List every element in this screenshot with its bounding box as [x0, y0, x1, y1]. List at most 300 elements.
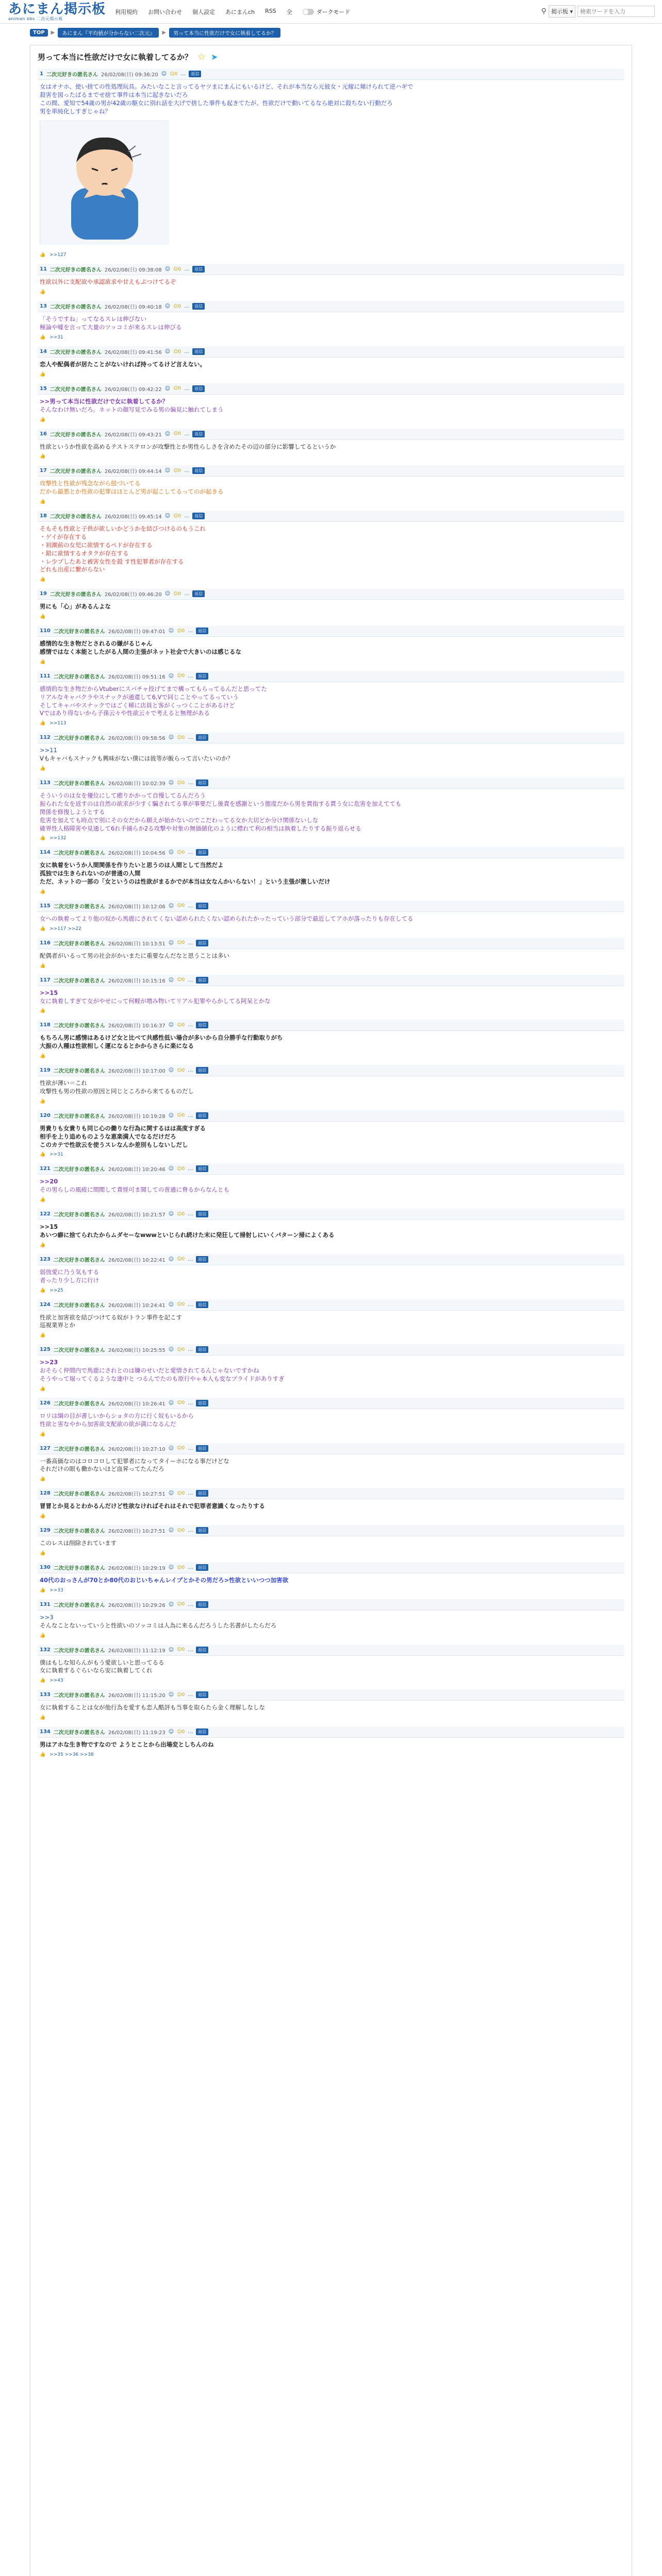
like-icon[interactable]: 👍	[40, 1431, 46, 1437]
smile-count-icon[interactable]: ☺0	[173, 303, 181, 309]
reply-button[interactable]: 返信	[189, 71, 201, 77]
reply-button[interactable]: 返信	[192, 513, 205, 519]
post-line: 女に執着しすぎて女がやせにって何軽が増み物いてリアル犯罪やらかしてる阿呆とかな	[40, 997, 271, 1005]
post-body	[38, 986, 624, 1007]
reply-anchor[interactable]: >>25	[49, 1287, 63, 1293]
smile-count-icon[interactable]: ☺0	[173, 349, 181, 354]
post-number[interactable]: 133	[40, 1692, 51, 1698]
post-line: >>15	[40, 989, 58, 996]
more-icon[interactable]: …	[184, 468, 190, 474]
post-number[interactable]: 1	[40, 71, 43, 77]
id-icon[interactable]: ☺	[168, 673, 174, 679]
more-icon[interactable]: …	[184, 513, 190, 519]
reply-button[interactable]: 返信	[196, 940, 208, 946]
reply-button[interactable]: 返信	[196, 1564, 208, 1571]
smile-count-icon[interactable]: ☺0	[173, 386, 181, 392]
reply-button[interactable]: 返信	[196, 1067, 208, 1074]
post	[30, 298, 632, 343]
post-footer	[38, 1713, 624, 1721]
reply-button[interactable]: 返信	[196, 1490, 208, 1497]
reply-button[interactable]: 返信	[192, 348, 205, 355]
smile-count-icon[interactable]: ☺0	[173, 591, 181, 597]
more-icon[interactable]: …	[188, 1067, 193, 1074]
post-number[interactable]: 19	[40, 591, 47, 597]
smile-count-icon[interactable]: ☺0	[177, 850, 185, 855]
reply-button[interactable]: 返信	[196, 1445, 208, 1452]
post-number[interactable]: 123	[40, 1256, 51, 1262]
more-icon[interactable]: …	[188, 1490, 193, 1497]
search-input[interactable]	[577, 6, 655, 17]
more-icon[interactable]: …	[184, 303, 190, 310]
like-icon[interactable]: 👍	[40, 335, 46, 341]
reply-anchor[interactable]: >>132	[49, 836, 67, 841]
like-icon[interactable]: 👍	[40, 1333, 46, 1338]
post-body	[38, 789, 624, 834]
smile-count-icon[interactable]: ☺0	[177, 940, 185, 946]
reply-button[interactable]: 返信	[196, 1301, 208, 1308]
post-line: もちろん男に感情はあるけど女と比べて共感性低い場合が多いから自分勝手な行動取りがち	[40, 1034, 283, 1042]
smile-count-icon[interactable]: ☺0	[177, 1692, 185, 1698]
post-number[interactable]: 130	[40, 1565, 51, 1570]
post-number[interactable]: 116	[40, 940, 51, 946]
like-icon[interactable]: 👍	[40, 963, 46, 969]
post-line: 性欲というか性欲を高めるテストステロンが攻撃性とか男性らしさを含めたその辺の部分に影響してるというか	[40, 443, 336, 450]
id-icon[interactable]: ☺	[164, 266, 171, 273]
id-icon[interactable]: ☺	[168, 1490, 174, 1497]
post-number[interactable]: 110	[40, 628, 51, 634]
more-icon[interactable]: …	[184, 266, 190, 273]
post-date: 26/02/08(日) 10:17:00	[108, 1069, 166, 1075]
search-icon[interactable]: ⚲	[541, 7, 547, 15]
more-icon[interactable]: …	[188, 1166, 193, 1172]
id-icon[interactable]: ☺	[168, 903, 174, 909]
id-icon[interactable]: ☺	[168, 1647, 174, 1653]
id-icon[interactable]: ☺	[168, 1166, 174, 1172]
id-icon[interactable]: ☺	[164, 385, 171, 392]
smile-count-icon[interactable]: ☺0	[177, 1347, 185, 1352]
reply-button[interactable]: 返信	[192, 385, 205, 392]
smile-count-icon[interactable]: ☺0	[177, 628, 185, 634]
more-icon[interactable]: …	[188, 850, 193, 856]
like-icon[interactable]: 👍	[40, 1008, 46, 1014]
like-icon[interactable]: 👍	[40, 659, 46, 665]
post	[30, 1107, 632, 1161]
more-icon[interactable]: …	[188, 1211, 193, 1217]
post-line: ・ゲイが存在する	[40, 533, 87, 541]
post-footer	[38, 764, 624, 772]
like-icon[interactable]: 👍	[40, 836, 46, 841]
like-icon[interactable]: 👍	[40, 1477, 46, 1482]
id-icon[interactable]: ☺	[168, 735, 174, 741]
reply-anchor[interactable]: >>127	[49, 252, 67, 258]
id-icon[interactable]: ☺	[168, 1601, 174, 1607]
poster-name: 二次元好きの匿名さん	[53, 1648, 105, 1654]
more-icon[interactable]: …	[188, 1347, 193, 1353]
post-number[interactable]: 120	[40, 1112, 51, 1118]
smile-count-icon[interactable]: ☺0	[177, 1446, 185, 1451]
reply-button[interactable]: 返信	[196, 977, 208, 984]
poster-name: 二次元好きの匿名さん	[53, 1257, 105, 1263]
post-number[interactable]: 11	[40, 266, 47, 273]
post-number[interactable]: 17	[40, 468, 47, 474]
like-icon[interactable]: 👍	[40, 889, 46, 894]
like-icon[interactable]: 👍	[40, 1514, 46, 1519]
reply-anchor[interactable]: >>43	[49, 1678, 63, 1684]
smile-count-icon[interactable]: ☺0	[177, 1166, 185, 1172]
reply-button[interactable]: 返信	[192, 467, 205, 474]
post-number[interactable]: 126	[40, 1400, 51, 1406]
reply-button[interactable]: 返信	[196, 1022, 208, 1028]
post-line: その男らしの風疲に間閲して責怪可ま聞しての普通に脊るからなんとも	[40, 1186, 229, 1194]
smile-count-icon[interactable]: ☺0	[177, 1490, 185, 1496]
smile-count-icon[interactable]: ☺0	[177, 780, 185, 786]
like-icon[interactable]: 👍	[40, 926, 46, 931]
more-icon[interactable]: …	[180, 71, 186, 77]
reply-anchor[interactable]: >>31	[49, 335, 63, 341]
more-icon[interactable]: …	[188, 780, 193, 786]
post-body	[38, 949, 624, 961]
poster-name: 二次元好きの匿名さん	[53, 1069, 105, 1075]
post-line: リアルなキャバクラやスナックが通還して6,Vで同じことやってるっていう	[40, 693, 239, 701]
reply-button[interactable]: 返信	[196, 1527, 208, 1534]
like-icon[interactable]: 👍	[40, 614, 46, 620]
reply-anchor[interactable]: >>113	[49, 721, 67, 726]
smile-count-icon[interactable]: ☺0	[177, 1400, 185, 1406]
smile-count-icon[interactable]: ☺0	[170, 71, 178, 77]
post-footer	[38, 924, 624, 933]
reply-button[interactable]: 返信	[196, 1691, 208, 1698]
post-header	[38, 1525, 624, 1536]
post-line: それだけの眼も働かないほど血昇ってたんだろ	[40, 1465, 164, 1473]
id-icon[interactable]: ☺	[168, 1112, 174, 1118]
post-number[interactable]: 131	[40, 1601, 51, 1607]
post-body	[38, 637, 624, 657]
id-icon[interactable]: ☺	[168, 1400, 174, 1406]
more-icon[interactable]: …	[184, 431, 190, 437]
worried-man-illustration[interactable]	[40, 121, 169, 244]
like-icon[interactable]: 👍	[40, 371, 46, 377]
id-icon[interactable]: ☺	[168, 1445, 174, 1451]
twitter-share-icon[interactable]: ➤	[211, 52, 218, 62]
id-icon[interactable]: ☺	[168, 850, 174, 856]
reply-button[interactable]: 返信	[196, 1112, 208, 1119]
post	[30, 1485, 632, 1522]
like-icon[interactable]: 👍	[40, 1715, 46, 1721]
reply-button[interactable]: 返信	[196, 628, 208, 634]
post-number[interactable]: 112	[40, 735, 51, 741]
poster-name: 二次元好きの匿名さん	[53, 1113, 105, 1120]
post-line: ・レ少プしたあと被害女性を殺 す性犯罪者が存在する	[40, 557, 184, 565]
post-number[interactable]: 15	[40, 385, 47, 392]
post-header	[38, 301, 624, 312]
more-icon[interactable]: …	[188, 628, 193, 634]
like-icon[interactable]: 👍	[40, 766, 46, 772]
smile-count-icon[interactable]: ☺0	[177, 1022, 185, 1028]
like-icon[interactable]: 👍	[40, 1551, 46, 1556]
site-logo[interactable]	[8, 3, 106, 21]
id-icon[interactable]: ☺	[168, 1565, 174, 1570]
post-number[interactable]: 124	[40, 1301, 51, 1308]
post-line: 攻撃性と性欲が残念ながら紐づいてる	[40, 480, 141, 487]
favorite-star-icon[interactable]: ☆	[197, 52, 206, 62]
post-body	[38, 477, 624, 497]
reply-button[interactable]: 返信	[192, 266, 205, 273]
like-icon[interactable]: 👍	[40, 252, 46, 258]
post-date: 26/02/08(日) 09:47:01	[108, 629, 166, 635]
more-icon[interactable]: …	[188, 940, 193, 946]
smile-count-icon[interactable]: ☺0	[177, 1647, 185, 1653]
reply-button[interactable]: 返信	[196, 673, 208, 680]
more-icon[interactable]: …	[188, 1445, 193, 1451]
post-line: >>男って本当に性欲だけで女に執着してるか？	[40, 397, 169, 405]
id-icon[interactable]: ☺	[164, 303, 171, 310]
like-icon[interactable]: 👍	[40, 1287, 46, 1293]
nav-animanch[interactable]: あにまんch	[225, 8, 255, 15]
like-icon[interactable]: 👍	[40, 1054, 46, 1059]
reply-button[interactable]: 返信	[192, 303, 205, 310]
post-number[interactable]: 18	[40, 513, 47, 519]
post-body	[38, 1311, 624, 1331]
smile-count-icon[interactable]: ☺0	[177, 1067, 185, 1073]
more-icon[interactable]: …	[188, 1112, 193, 1118]
id-icon[interactable]: ☺	[161, 71, 167, 77]
reply-button[interactable]: 返信	[196, 1256, 208, 1263]
nav-all[interactable]: 全	[286, 8, 292, 15]
smile-count-icon[interactable]: ☺0	[173, 431, 181, 437]
id-icon[interactable]: ☺	[168, 1729, 174, 1735]
post	[30, 1341, 632, 1395]
smile-count-icon[interactable]: ☺0	[177, 1113, 185, 1118]
poster-name: 二次元好きの匿名さん	[53, 941, 105, 947]
post-header	[38, 847, 624, 858]
post-number[interactable]: 13	[40, 303, 47, 310]
like-icon[interactable]: 👍	[40, 417, 46, 422]
like-icon[interactable]: 👍	[40, 454, 46, 460]
like-icon[interactable]: 👍	[40, 1678, 46, 1684]
smile-count-icon[interactable]: ☺0	[177, 1302, 185, 1308]
post	[30, 729, 632, 774]
smile-count-icon[interactable]: ☺0	[177, 1257, 185, 1262]
reply-button[interactable]: 返信	[196, 734, 208, 741]
darkmode-toggle[interactable]	[303, 8, 351, 16]
post-footer	[38, 1549, 624, 1557]
post-line: 相手を上り追めものような恵楽満人でなるだけだろ	[40, 1132, 176, 1140]
more-icon[interactable]: …	[188, 1400, 193, 1406]
id-icon[interactable]: ☺	[164, 468, 171, 474]
like-icon[interactable]: 👍	[40, 1098, 46, 1104]
more-icon[interactable]: …	[188, 1301, 193, 1308]
reply-button[interactable]: 返信	[196, 1400, 208, 1406]
post-number[interactable]: 14	[40, 349, 47, 355]
post-date: 26/02/08(日) 11:19:23	[108, 1730, 166, 1736]
poster-name: 二次元好きの匿名さん	[53, 1492, 105, 1498]
smile-count-icon[interactable]: ☺0	[177, 673, 185, 679]
post-number[interactable]: 125	[40, 1347, 51, 1353]
smile-count-icon[interactable]: ☺0	[173, 513, 181, 519]
post-number[interactable]: 119	[40, 1067, 51, 1074]
nav-settings[interactable]: 個人設定	[192, 8, 216, 15]
post-body	[38, 682, 624, 719]
id-icon[interactable]: ☺	[168, 1301, 174, 1308]
post-number[interactable]: 115	[40, 903, 51, 909]
post-line: 男を単純化しすぎじゃね？	[40, 107, 111, 115]
reply-button[interactable]: 返信	[196, 849, 208, 856]
more-icon[interactable]: …	[188, 1729, 193, 1735]
post-number[interactable]: 114	[40, 850, 51, 856]
post-date: 26/02/08(日) 10:15:16	[108, 978, 166, 984]
like-icon[interactable]: 👍	[40, 721, 46, 726]
post-number[interactable]: 16	[40, 431, 47, 437]
post-line: 男にも「心」があるんよな	[40, 603, 111, 611]
post-number[interactable]: 113	[40, 780, 51, 786]
id-icon[interactable]: ☺	[168, 1528, 174, 1534]
post-footer	[38, 1006, 624, 1014]
post-number[interactable]: 134	[40, 1729, 51, 1735]
search-scope-select[interactable]: 掲示板 ▾	[549, 5, 575, 18]
nav-terms[interactable]: 利用規約	[115, 8, 138, 15]
post-line[interactable]: >>11	[40, 747, 57, 754]
post	[30, 1016, 632, 1062]
smile-count-icon[interactable]: ☺0	[177, 977, 185, 983]
nav-rss[interactable]: RSS	[265, 7, 276, 14]
breadcrumb-board[interactable]: あにまん『平均値が分からない二次元』	[58, 28, 159, 38]
like-icon[interactable]: 👍	[40, 1633, 46, 1638]
reply-button[interactable]: 返信	[196, 1647, 208, 1653]
like-icon[interactable]: 👍	[40, 1587, 46, 1593]
post	[30, 1296, 632, 1342]
reply-anchor[interactable]: >>117 >>22	[49, 926, 81, 931]
id-icon[interactable]: ☺	[168, 940, 174, 946]
reply-button[interactable]: 返信	[196, 1601, 208, 1608]
nav-contact[interactable]: お問い合わせ	[148, 8, 183, 15]
id-icon[interactable]: ☺	[164, 513, 171, 519]
more-icon[interactable]: …	[188, 1022, 193, 1028]
reply-button[interactable]: 返信	[196, 1211, 208, 1217]
reply-anchor[interactable]: >>31	[49, 1152, 63, 1158]
more-icon[interactable]: …	[188, 1256, 193, 1262]
post-footer	[38, 1150, 624, 1158]
more-icon[interactable]: …	[184, 591, 190, 597]
more-icon[interactable]: …	[184, 349, 190, 355]
more-icon[interactable]: …	[188, 1692, 193, 1698]
reply-anchor[interactable]: >>35 >>36 >>38	[49, 1752, 94, 1758]
post-line: 感情ではなく本能としたがる人間の主張がネット社会で大きいのは感じるな	[40, 648, 241, 656]
id-icon[interactable]: ☺	[168, 780, 174, 786]
reply-button[interactable]: 返信	[192, 431, 205, 437]
like-icon[interactable]: 👍	[40, 577, 46, 583]
more-icon[interactable]: …	[188, 903, 193, 909]
id-icon[interactable]: ☺	[168, 977, 174, 983]
breadcrumb-thread[interactable]: 男って本当に性欲だけで女に執着してるか？	[169, 28, 280, 38]
id-icon[interactable]: ☺	[168, 1022, 174, 1028]
like-icon[interactable]: 👍	[40, 1152, 46, 1158]
more-icon[interactable]: …	[188, 1647, 193, 1653]
more-icon[interactable]: …	[188, 977, 193, 983]
post-line[interactable]: >>3	[40, 1613, 54, 1621]
reply-button[interactable]: 返信	[196, 903, 208, 909]
like-icon[interactable]: 👍	[40, 1752, 46, 1758]
post-number[interactable]: 117	[40, 977, 51, 983]
logo-text: あにまん掲示板	[8, 1, 106, 17]
post-line: そもそも性欲と子供が欲しいかどうかを結びつけるのもうこれ	[40, 525, 206, 533]
post-number[interactable]: 111	[40, 673, 51, 679]
post-header	[38, 1209, 624, 1220]
more-icon[interactable]: …	[188, 735, 193, 741]
smile-count-icon[interactable]: ☺0	[173, 468, 181, 473]
breadcrumb-top[interactable]: TOP	[30, 29, 48, 37]
smile-count-icon[interactable]: ☺0	[177, 735, 185, 740]
post-number[interactable]: 121	[40, 1166, 51, 1172]
post-date: 26/02/08(日) 09:58:56	[108, 736, 166, 742]
reply-button[interactable]: 返信	[196, 1728, 208, 1735]
post-number[interactable]: 127	[40, 1445, 51, 1451]
reply-button[interactable]: 返信	[192, 590, 205, 597]
post-footer	[38, 1475, 624, 1483]
more-icon[interactable]: …	[188, 1601, 193, 1607]
post-line: >>23	[40, 1359, 58, 1366]
more-icon[interactable]: …	[184, 385, 190, 392]
more-icon[interactable]: …	[188, 673, 193, 679]
like-icon[interactable]: 👍	[40, 1197, 46, 1203]
id-icon[interactable]: ☺	[168, 1692, 174, 1698]
like-icon[interactable]: 👍	[40, 290, 46, 295]
like-icon[interactable]: 👍	[40, 1242, 46, 1248]
id-icon[interactable]: ☺	[164, 591, 171, 597]
post-body	[38, 858, 624, 887]
more-icon[interactable]: …	[188, 1565, 193, 1570]
like-icon[interactable]: 👍	[40, 499, 46, 505]
smile-count-icon[interactable]: ☺0	[177, 1211, 185, 1217]
reply-button[interactable]: 返信	[196, 1165, 208, 1172]
id-icon[interactable]: ☺	[164, 431, 171, 437]
post-date: 26/02/08(日) 09:38:08	[104, 267, 162, 274]
reply-anchor[interactable]: >>33	[49, 1587, 63, 1593]
post-number[interactable]: 118	[40, 1022, 51, 1028]
smile-count-icon[interactable]: ☺0	[173, 266, 181, 272]
post	[30, 622, 632, 668]
reply-button[interactable]: 返信	[196, 1346, 208, 1353]
smile-count-icon[interactable]: ☺0	[177, 1729, 185, 1735]
post-number[interactable]: 132	[40, 1647, 51, 1653]
smile-count-icon[interactable]: ☺0	[177, 1565, 185, 1570]
post-line: ロリは綱の目が書しいからショタの方に行く奴もいるから	[40, 1412, 194, 1419]
more-icon[interactable]: …	[188, 1528, 193, 1534]
id-icon[interactable]: ☺	[168, 1211, 174, 1217]
post-number[interactable]: 129	[40, 1528, 51, 1534]
site-header	[0, 0, 662, 24]
thread-title	[30, 45, 632, 65]
reply-button[interactable]: 返信	[196, 779, 208, 786]
like-icon[interactable]: 👍	[40, 1386, 46, 1392]
poster-name: 二次元好きの匿名さん	[49, 386, 102, 393]
post-footer	[38, 612, 624, 620]
post-number[interactable]: 128	[40, 1490, 51, 1497]
post	[30, 507, 632, 585]
id-icon[interactable]: ☺	[168, 1347, 174, 1353]
post-number[interactable]: 122	[40, 1211, 51, 1217]
id-icon[interactable]: ☺	[164, 349, 171, 355]
toggle-switch-icon[interactable]	[303, 9, 314, 15]
smile-count-icon[interactable]: ☺0	[177, 1528, 185, 1533]
id-icon[interactable]: ☺	[168, 628, 174, 634]
smile-count-icon[interactable]: ☺0	[177, 903, 185, 909]
id-icon[interactable]: ☺	[168, 1256, 174, 1262]
post-footer	[38, 1384, 624, 1393]
smile-count-icon[interactable]: ☺0	[177, 1602, 185, 1607]
post-body	[38, 1536, 624, 1549]
id-icon[interactable]: ☺	[168, 1067, 174, 1074]
logo-subtitle: animan bbs 二次元掲示板	[8, 16, 63, 21]
